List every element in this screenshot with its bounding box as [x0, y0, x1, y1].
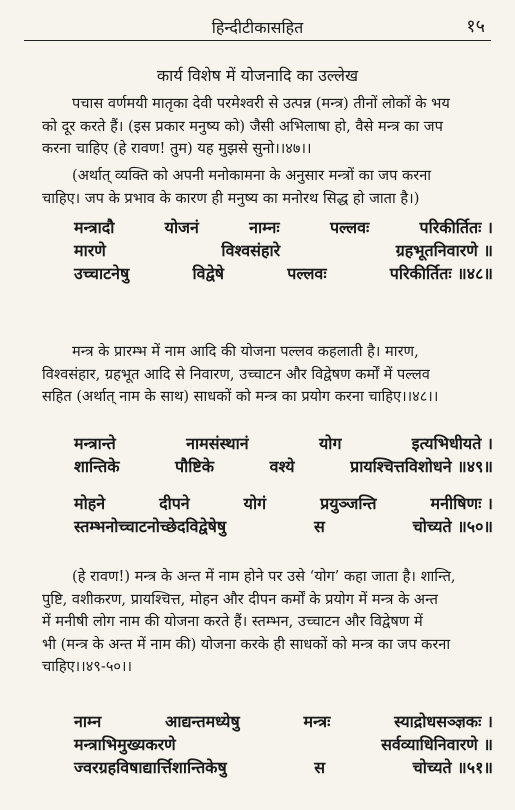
running-header — [24, 14, 491, 41]
verse-word: नाम्नः — [249, 218, 280, 237]
verse-50 — [74, 492, 493, 538]
verse-word: चोच्यते ॥५१॥ — [412, 758, 493, 777]
verse-line — [74, 262, 493, 285]
verse-word: पल्लवः — [329, 218, 370, 237]
verse-51 — [74, 710, 493, 779]
verse-line — [74, 515, 493, 538]
verse-word: योग — [319, 434, 342, 453]
verse-word: दीपने — [159, 494, 190, 513]
verse-word: विश्वसंहारे — [221, 241, 281, 260]
verse-word: प्रयुञ्जन्ति — [320, 494, 377, 513]
text-line: को दूर करते हैं। (इस प्रकार मनुष्य को) जैसी अभिलाषा हो, वैसे मन्त्र का जप — [42, 117, 443, 135]
verse-line — [74, 710, 493, 733]
verse-47-48 — [74, 216, 493, 285]
verse-word: मन्त्रादौ — [74, 218, 115, 237]
verse-word: नाम्न — [74, 712, 102, 731]
verse-line — [74, 756, 493, 779]
verse-word: पौष्टिके — [175, 457, 215, 476]
verse-word: वश्ये — [269, 457, 295, 476]
text-line: करना चाहिए (हे रावण! तुम) यह मुझसे सुनो।।४७।। — [42, 140, 312, 158]
text-line: भी (मन्त्र के अन्त में नाम की) योजना करके ही साधकों को मन्त्र का जप करना — [42, 635, 451, 653]
text-line: पुष्टि, वशीकरण, प्रायश्चित्त, मोहन और दीपन कर्मों के प्रयोग में मन्त्र के अन्त — [42, 590, 438, 608]
verse-word: स्याद्रोधसञ्ज्ञकः । — [394, 712, 493, 731]
verse-word: योजनं — [164, 218, 199, 237]
paragraph-2 — [42, 165, 495, 210]
verse-word: मन्त्रान्ते — [74, 434, 116, 453]
verse-49 — [74, 432, 493, 478]
text-line: (हे रावण!) मन्त्र के अन्त में नाम होने पर उसे ‘योग’ कहा जाता है। शान्ति, — [72, 568, 456, 585]
verse-word: नामसंस्थानं — [186, 434, 249, 453]
verse-word: उच्चाटनेषु — [74, 264, 130, 283]
verse-line — [74, 432, 493, 455]
verse-word: आद्यन्तमध्येषु — [165, 712, 240, 731]
page-number: १५ — [466, 16, 485, 37]
text-line: मन्त्र के प्रारम्भ में नाम आदि की योजना पल्लव कहलाती है। मारण, — [72, 343, 419, 360]
verse-word: मनीषिणः । — [430, 494, 493, 513]
verse-word: मन्त्राभिमुख्यकरणे — [74, 735, 176, 754]
verse-word: परिकीर्तितः । — [419, 218, 493, 237]
paragraph-3 — [42, 341, 495, 409]
verse-line — [74, 492, 493, 515]
running-title: हिन्दीटीकासहित — [211, 18, 304, 37]
verse-word: शान्तिके — [74, 457, 120, 476]
verse-word: प्रायश्चित्तविशोधने ॥४९॥ — [350, 457, 493, 476]
verse-word: मारणे — [74, 241, 106, 260]
text-line: (अर्थात् व्यक्ति को अपनी मनोकामना के अनुसार मन्त्रों का जप करना — [72, 167, 432, 184]
verse-line — [74, 733, 493, 756]
text-line: में मनीषी लोग नाम की योजना करते हैं। स्तम्भन, उच्चाटन और विद्वेषण में — [42, 613, 423, 631]
verse-word: मोहने — [74, 494, 106, 513]
verse-word: विद्वेषे — [192, 264, 225, 283]
verse-word: ग्रहभूतनिवारणे ॥ — [395, 241, 493, 260]
verse-line — [74, 239, 493, 262]
verse-word: स — [314, 758, 326, 777]
verse-word: मन्त्रः — [303, 712, 331, 731]
verse-word: चोच्यते ॥५०॥ — [412, 517, 493, 536]
text-line: सहित (अर्थात् नाम के साथ) साधकों को मन्त्र का प्रयोग करना चाहिए।।४८।। — [42, 388, 439, 406]
section-heading: कार्य विशेष में योजनादि का उल्लेख — [156, 66, 359, 85]
verse-word: सर्वव्याधिनिवारणे ॥ — [381, 735, 493, 754]
verse-word: पल्लवः — [287, 264, 327, 283]
verse-word: स्तम्भनोच्चाटनोच्छेदविद्वेषेषु — [74, 517, 227, 536]
paragraph-4 — [42, 566, 495, 679]
text-line: चाहिए।।४९-५०।। — [42, 658, 133, 676]
verse-word: परिकीर्तितः ॥४८॥ — [389, 264, 493, 283]
verse-word: योगं — [243, 494, 267, 513]
paragraph-1 — [42, 93, 495, 161]
verse-word: स — [313, 517, 325, 536]
text-line: पचास वर्णमयी मातृका देवी परमेश्वरी से उत्पन्न (मन्त्र) तीनों लोकों के भय — [72, 95, 450, 112]
verse-word: इत्यभिधीयते । — [411, 434, 493, 453]
verse-line — [74, 455, 493, 478]
text-line: विश्वसंहार, ग्रहभूत आदि से निवारण, उच्चाटन और विद्वेषण कर्मों में पल्लव — [42, 365, 430, 383]
verse-line — [74, 216, 493, 239]
verse-word: ज्वरग्रहविषाद्यार्त्तिशान्तिकेषु — [74, 758, 227, 777]
text-line: चाहिए। जप के प्रभाव के कारण ही मनुष्य का मनोरथ सिद्ध हो जाता है।) — [42, 189, 420, 207]
